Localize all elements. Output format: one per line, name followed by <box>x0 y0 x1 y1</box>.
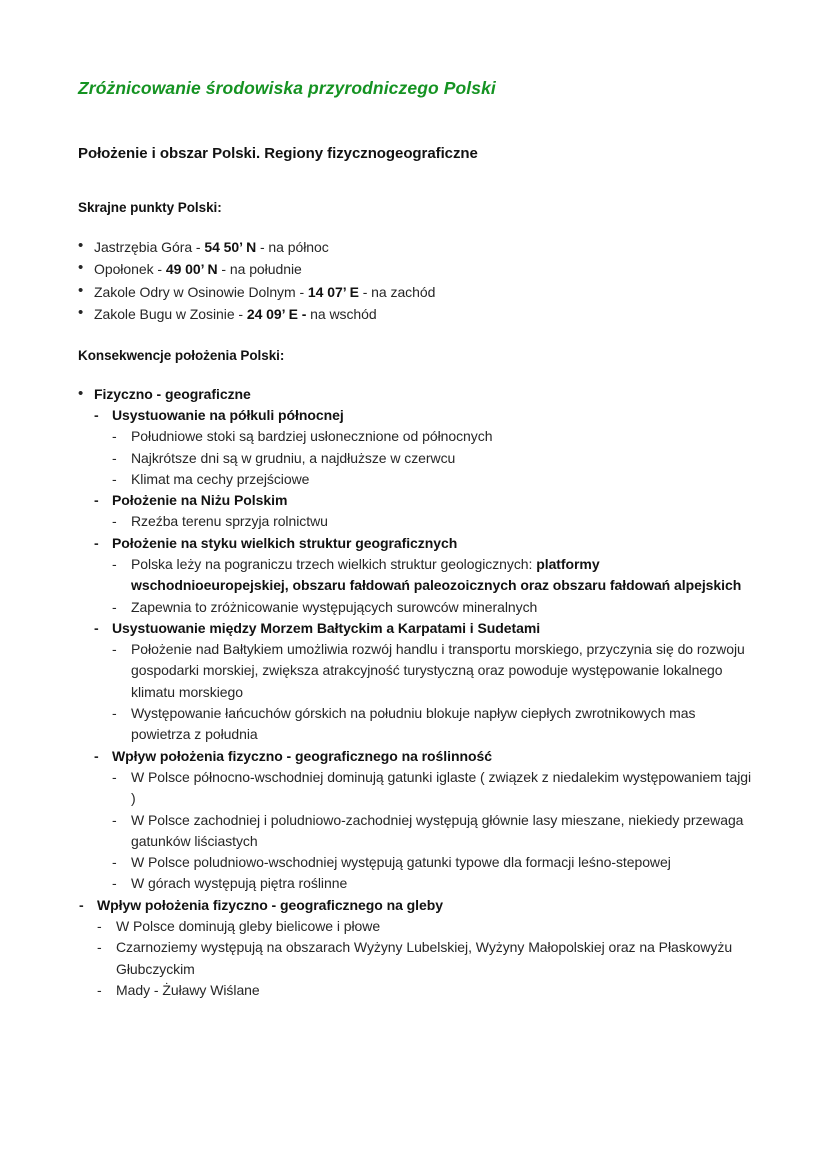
dash-icon: - <box>94 747 99 764</box>
dash-icon: - <box>112 705 117 722</box>
list-item-text: Czarnoziemy występują na obszarach Wyżyny Lubelskiej, Wyżyny Małopolskiej oraz na Płaskowyżu Głubczyckim <box>116 939 733 977</box>
list-item <box>78 236 754 258</box>
spacer <box>78 365 754 384</box>
text-emphasis: platformy wschodnioeuropejskiej, obszaru fałdowań paleozoicznych oraz obszaru fałdowań alpejskich <box>131 556 742 594</box>
bullet-dot-icon: • <box>78 281 84 299</box>
dash-icon: - <box>112 449 117 466</box>
list-item <box>112 873 754 894</box>
list-item-label: Fizyczno - geograficzne <box>94 385 251 402</box>
list-item-text: Rzeźba terenu sprzyja rolnictwu <box>131 513 328 530</box>
list-item-text: W górach występują piętra roślinne <box>131 875 348 892</box>
list-item <box>112 810 754 853</box>
point-coordinate: 24 09’ E - <box>246 306 307 323</box>
group-heading: Usystuowanie między Morzem Bałtyckim a Karpatami i Sudetami <box>112 619 541 636</box>
list-item <box>112 511 754 532</box>
group-heading-item <box>94 746 754 895</box>
dash-icon: - <box>94 534 99 551</box>
group-items <box>97 916 754 1001</box>
skrajne-punkty-list <box>78 236 754 326</box>
point-name: Opołonek - <box>94 261 166 278</box>
list-item-text: W Polsce dominują gleby bielicowe i płowe <box>116 918 381 935</box>
list-item <box>112 767 754 810</box>
list-item <box>97 937 754 980</box>
list-item <box>97 916 754 937</box>
list-item-text: Zapewnia to zróżnicowanie występujących surowców mineralnych <box>131 598 538 615</box>
document-title: Zróżnicowanie środowiska przyrodniczego Polski <box>78 78 496 98</box>
dash-icon: - <box>94 492 99 509</box>
group-items <box>112 767 754 895</box>
group-heading-item-gleby <box>79 895 754 1001</box>
group-heading: Położenie na Niżu Polskim <box>112 492 288 509</box>
list-item <box>78 281 754 303</box>
point-coordinate: 49 00’ N <box>165 261 218 278</box>
list-item-text: W Polsce poludniowo-wschodniej występują gatunki typowe dla formacji leśno-stepowej <box>131 854 671 871</box>
dash-icon: - <box>112 641 117 658</box>
dash-icon: - <box>94 619 99 636</box>
group-heading-item <box>94 533 754 618</box>
dash-icon: - <box>79 896 84 913</box>
bullet-dot-icon: • <box>78 259 84 277</box>
bullet-dot-icon: • <box>78 384 84 402</box>
dash-icon: - <box>112 854 117 871</box>
list-item-text: Położenie nad Bałtykiem umożliwia rozwój handlu i transportu morskiego, przyczynia się do rozwoju gospodarki morskiej, zwiększa atrakcyjność turystyczną oraz powoduje występowanie lokalnego klimatu morskiego <box>131 641 745 700</box>
section-title: Położenie i obszar Polski. Regiony fizycznogeograficzne <box>78 145 478 162</box>
gleby-group-list <box>79 895 754 1001</box>
list-item-text <box>94 258 754 280</box>
list-item <box>97 980 754 1001</box>
dash-icon: - <box>97 981 102 998</box>
group-heading-item <box>94 490 754 533</box>
group-items <box>112 511 754 532</box>
group-heading: Położenie na styku wielkich struktur geograficznych <box>112 534 458 551</box>
dash-icon: - <box>112 811 117 828</box>
group-heading-item <box>94 618 754 746</box>
dash-icon: - <box>112 556 117 572</box>
list-item <box>112 852 754 873</box>
group-items <box>112 554 754 618</box>
list-item <box>112 448 754 469</box>
dash-icon: - <box>97 939 102 956</box>
group-heading: Wpływ położenia fizyczno - geograficznego na gleby <box>97 896 443 913</box>
list-item-text: Południowe stoki są bardziej usłonecznione od północnych <box>131 428 493 445</box>
group-heading: Usystuowanie na półkuli północnej <box>112 406 344 423</box>
list-item <box>78 258 754 280</box>
list-item <box>112 703 754 746</box>
list-item <box>78 303 754 325</box>
point-name: Zakole Odry w Osinowie Dolnym - <box>94 283 308 300</box>
dash-icon: - <box>112 598 117 615</box>
list-item <box>112 426 754 447</box>
list-item-text: W Polsce północno-wschodniej dominują gatunki iglaste ( związek z niedalekim występowaniem tajgi ) <box>131 768 752 807</box>
list-item <box>112 554 754 597</box>
list-item-text <box>94 303 754 325</box>
list-item-text <box>94 236 754 258</box>
point-direction: na wschód <box>306 306 377 323</box>
heading-konsekwencje: Konsekwencje położenia Polski: <box>78 347 285 363</box>
list-item-text <box>94 281 754 303</box>
group-items <box>112 639 754 745</box>
text-plain: Polska leży na pograniczu trzech wielkich struktur geologicznych: <box>131 556 537 572</box>
dash-icon: - <box>112 470 117 487</box>
konsekwencje-sublist <box>94 405 754 895</box>
document-content <box>78 78 754 1001</box>
spacer <box>78 217 754 236</box>
point-coordinate: 14 07’ E <box>307 283 359 300</box>
list-item <box>112 597 754 618</box>
point-direction: - na południe <box>217 261 302 278</box>
dash-icon: - <box>97 918 102 935</box>
point-name: Jastrzębia Góra - <box>94 239 205 255</box>
dash-icon: - <box>112 875 117 892</box>
group-heading-item <box>94 405 754 490</box>
group-items <box>112 426 754 490</box>
list-item-text: W Polsce zachodniej i poludniowo-zachodniej występują głównie lasy mieszane, niekiedy przewaga gatunków liściastych <box>131 811 744 849</box>
point-coordinate: 54 50’ N <box>204 239 257 255</box>
dash-icon: - <box>94 406 99 423</box>
point-direction: - na zachód <box>358 283 436 300</box>
list-item <box>112 639 754 703</box>
bullet-dot-icon: • <box>78 304 84 322</box>
point-name: Zakole Bugu w Zosinie - <box>94 306 247 323</box>
list-item-text <box>131 554 754 597</box>
list-item-text: Mady - Żuławy Wiślane <box>116 981 260 998</box>
list-item-fizyczno-geograficzne <box>78 384 754 895</box>
list-item-text: Najkrótsze dni są w grudniu, a najdłuższe w czerwcu <box>131 449 456 466</box>
list-item-text: Klimat ma cechy przejściowe <box>131 470 310 487</box>
dash-icon: - <box>112 428 117 445</box>
spacer <box>78 326 754 347</box>
heading-skrajne-punkty: Skrajne punkty Polski: <box>78 200 222 215</box>
list-item-text: Występowanie łańcuchów górskich na południu blokuje napływ ciepłych zwrotnikowych mas powietrza z południa <box>131 705 696 743</box>
point-direction: - na północ <box>256 239 329 255</box>
bullet-dot-icon: • <box>78 237 84 254</box>
group-heading: Wpływ położenia fizyczno - geograficznego na roślinność <box>112 747 492 764</box>
list-item <box>112 469 754 490</box>
konsekwencje-list <box>78 384 754 895</box>
spacer <box>78 163 754 199</box>
dash-icon: - <box>112 768 117 785</box>
dash-icon: - <box>112 513 117 530</box>
